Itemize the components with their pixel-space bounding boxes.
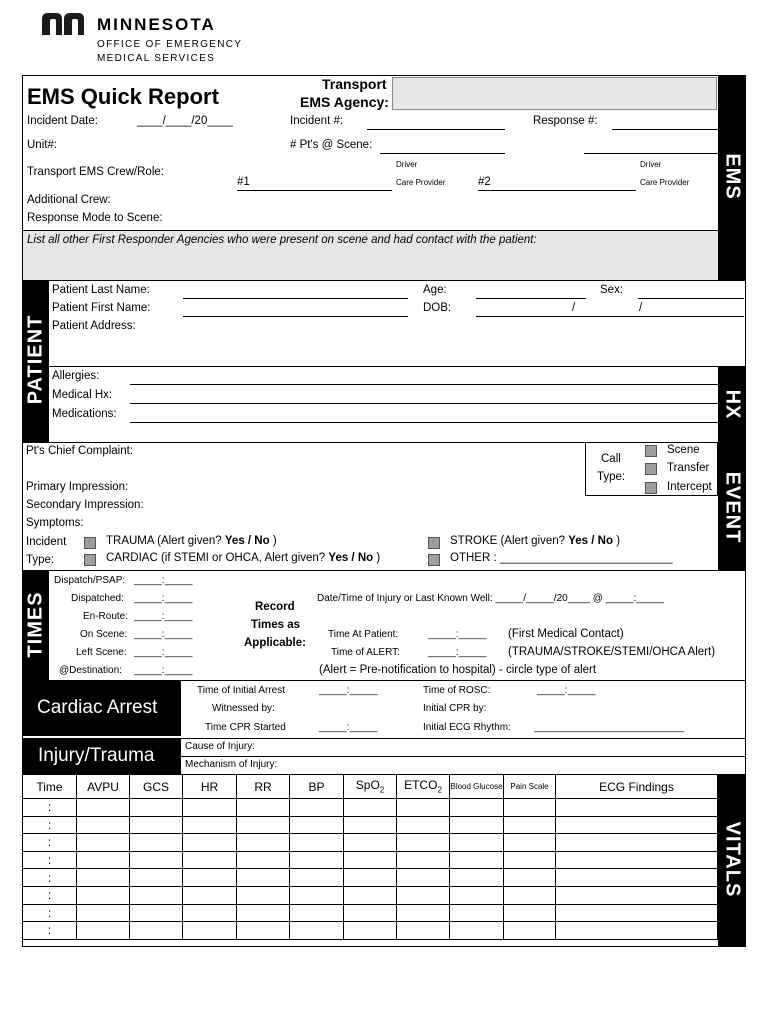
vitals-cell[interactable] xyxy=(450,886,504,904)
vitals-cell[interactable] xyxy=(77,904,130,922)
vitals-cell[interactable] xyxy=(504,799,556,817)
dob-field[interactable] xyxy=(476,316,744,317)
vitals-cell[interactable] xyxy=(397,851,450,869)
call-type-label-2: Type: xyxy=(597,471,626,483)
patient-side-label: PATIENT xyxy=(24,314,47,405)
incident-number-label: Incident #: xyxy=(290,115,344,127)
cause-of-injury-label: Cause of Injury: xyxy=(185,741,256,752)
vitals-row xyxy=(23,869,718,887)
left-scene-field[interactable]: _____:_____ xyxy=(134,647,193,658)
symptoms-label: Symptoms: xyxy=(26,517,84,529)
vitals-cell[interactable] xyxy=(450,904,504,922)
vitals-cell[interactable] xyxy=(556,904,718,922)
incident-type-label-2: Type: xyxy=(26,554,55,566)
age-label: Age: xyxy=(423,284,447,296)
dispatch-psap-label: Dispatch/PSAP: xyxy=(54,575,126,586)
alert-note: (Alert = Pre-notification to hospital) - circle type of alert xyxy=(319,664,597,676)
vitals-cell[interactable] xyxy=(290,851,344,869)
vitals-cell[interactable] xyxy=(77,869,130,887)
vitals-cell[interactable] xyxy=(183,922,237,940)
vitals-time-cell[interactable]: : xyxy=(23,834,77,852)
dob-slash-1: / xyxy=(572,302,576,314)
vitals-cell[interactable] xyxy=(397,904,450,922)
response-mode-label: Response Mode to Scene: xyxy=(27,212,163,224)
initial-ecg-label: Initial ECG Rhythm: xyxy=(423,722,511,733)
vitals-cell[interactable] xyxy=(237,904,290,922)
vitals-cell[interactable] xyxy=(290,816,344,834)
vitals-header-rr: RR xyxy=(237,775,290,799)
divider xyxy=(49,366,746,367)
vitals-time-cell[interactable]: : xyxy=(23,851,77,869)
allergies-field[interactable] xyxy=(130,384,718,385)
unit-label: Unit#: xyxy=(27,139,58,151)
vitals-cell[interactable] xyxy=(130,834,183,852)
vitals-time-cell[interactable]: : xyxy=(23,799,77,817)
vitals-row xyxy=(23,816,718,834)
other-checkbox[interactable] xyxy=(428,554,440,566)
vitals-cell[interactable] xyxy=(344,834,397,852)
vitals-cell[interactable] xyxy=(237,851,290,869)
vitals-cell[interactable] xyxy=(237,816,290,834)
vitals-row xyxy=(23,922,718,940)
vitals-cell[interactable] xyxy=(77,922,130,940)
vitals-cell[interactable] xyxy=(344,816,397,834)
left-scene-label: Left Scene: xyxy=(76,647,127,658)
cpr-started-label: Time CPR Started xyxy=(205,722,286,733)
crew-label: Transport EMS Crew/Role: xyxy=(27,166,164,178)
vitals-header-spo2: SpO$_2$ xyxy=(344,775,397,799)
vitals-cell[interactable] xyxy=(183,799,237,817)
destination-label: @Destination: xyxy=(59,665,122,676)
vitals-row xyxy=(23,886,718,904)
secondary-impression-label: Secondary Impression: xyxy=(26,499,144,511)
initial-arrest-field[interactable]: _____:_____ xyxy=(319,685,378,696)
crew1-field[interactable] xyxy=(237,190,392,191)
initial-arrest-label: Time of Initial Arrest xyxy=(197,685,285,696)
vitals-cell[interactable] xyxy=(344,799,397,817)
vitals-cell[interactable] xyxy=(77,816,130,834)
medications-field[interactable] xyxy=(130,422,718,423)
time-at-patient-label: Time At Patient: xyxy=(328,629,399,640)
vitals-time-cell[interactable]: : xyxy=(23,886,77,904)
address-label: Patient Address: xyxy=(52,320,136,332)
vitals-header-avpu: AVPU xyxy=(77,775,130,799)
vitals-cell[interactable] xyxy=(504,869,556,887)
vitals-cell[interactable] xyxy=(450,851,504,869)
crew2-label: #2 xyxy=(478,176,491,188)
ems-agency-field[interactable] xyxy=(392,77,717,110)
vitals-cell[interactable] xyxy=(344,869,397,887)
vitals-header-hr: HR xyxy=(183,775,237,799)
last-name-field[interactable] xyxy=(183,298,408,299)
vitals-row xyxy=(23,834,718,852)
divider xyxy=(22,570,746,571)
org-name: MINNESOTA xyxy=(97,15,216,34)
vitals-cell[interactable] xyxy=(556,922,718,940)
witnessed-label: Witnessed by: xyxy=(212,703,275,714)
vitals-cell[interactable] xyxy=(504,886,556,904)
on-scene-field[interactable]: _____:_____ xyxy=(134,629,193,640)
injury-trauma-title: Injury/Trauma xyxy=(38,745,155,766)
vitals-cell[interactable] xyxy=(344,904,397,922)
en-route-field[interactable]: _____:_____ xyxy=(134,611,193,622)
call-type-label-1: Call xyxy=(601,453,621,465)
vitals-cell[interactable] xyxy=(450,816,504,834)
cardiac-checkbox[interactable] xyxy=(84,554,96,566)
cardiac-option: CARDIAC (if STEMI or OHCA, Alert given? Yes / No ) xyxy=(106,552,381,564)
form-title: EMS Quick Report xyxy=(27,84,219,109)
vitals-cell[interactable] xyxy=(397,869,450,887)
vitals-cell[interactable] xyxy=(290,904,344,922)
stroke-option: STROKE (Alert given? Yes / No ) xyxy=(450,535,621,547)
vitals-cell[interactable] xyxy=(77,886,130,904)
first-responder-note: List all other First Responder Agencies who were present on scene and had contact with the patient: xyxy=(27,234,537,246)
vitals-cell[interactable] xyxy=(397,834,450,852)
injury-time-label[interactable]: Date/Time of Injury or Last Known Well: _____/_____/20____ @ _____:_____ xyxy=(317,593,665,604)
age-field[interactable] xyxy=(476,298,586,299)
minnesota-logo-icon xyxy=(42,13,86,35)
vitals-cell[interactable] xyxy=(77,834,130,852)
rosc-field[interactable]: _____:_____ xyxy=(537,685,596,696)
vitals-cell[interactable] xyxy=(397,886,450,904)
response-number-field[interactable] xyxy=(612,129,718,130)
vitals-cell[interactable] xyxy=(130,886,183,904)
vitals-time-cell[interactable]: : xyxy=(23,816,77,834)
vitals-cell[interactable] xyxy=(130,904,183,922)
vitals-row xyxy=(23,799,718,817)
incident-number-field[interactable] xyxy=(367,129,505,130)
vitals-cell[interactable] xyxy=(130,869,183,887)
vitals-cell[interactable] xyxy=(344,886,397,904)
record-times-label-3: Applicable: xyxy=(244,637,306,649)
vitals-cell[interactable] xyxy=(504,851,556,869)
vitals-header-ecg-findings: ECG Findings xyxy=(556,775,718,799)
call-type-scene-checkbox[interactable] xyxy=(645,445,657,457)
call-type-scene-label: Scene xyxy=(667,444,700,456)
ems-agency-label: EMS Agency: xyxy=(300,94,389,110)
org-subtitle-2: MEDICAL SERVICES xyxy=(97,53,216,64)
vitals-cell[interactable] xyxy=(504,834,556,852)
vitals-cell[interactable] xyxy=(344,851,397,869)
vitals-cell[interactable] xyxy=(183,851,237,869)
vitals-cell[interactable] xyxy=(556,799,718,817)
time-of-alert-field[interactable]: _____:_____ xyxy=(428,647,487,658)
vitals-cell[interactable] xyxy=(556,834,718,852)
ems-side-label: EMS xyxy=(721,153,744,200)
vitals-cell[interactable] xyxy=(397,816,450,834)
first-name-field[interactable] xyxy=(183,316,408,317)
additional-crew-label: Additional Crew: xyxy=(27,194,111,206)
time-of-alert-label: Time of ALERT: xyxy=(331,647,400,658)
vitals-header-blood-glucose: Blood Glucose xyxy=(450,775,504,799)
vitals-header-etco2: $ETCO_2$ xyxy=(397,775,450,799)
vitals-cell[interactable] xyxy=(77,799,130,817)
stroke-checkbox[interactable] xyxy=(428,537,440,549)
incident-date-label: Incident Date: xyxy=(27,115,98,127)
vitals-cell[interactable] xyxy=(397,799,450,817)
trauma-option: TRAUMA (Alert given? Yes / No ) xyxy=(106,535,277,547)
vitals-cell[interactable] xyxy=(450,869,504,887)
vitals-cell[interactable] xyxy=(183,869,237,887)
call-type-transfer-label: Transfer xyxy=(667,462,710,474)
vitals-cell[interactable] xyxy=(344,922,397,940)
vitals-cell[interactable] xyxy=(556,869,718,887)
vitals-cell[interactable] xyxy=(77,851,130,869)
primary-impression-label: Primary Impression: xyxy=(26,481,129,493)
last-name-label: Patient Last Name: xyxy=(52,284,150,296)
vitals-cell[interactable] xyxy=(130,799,183,817)
vitals-time-cell[interactable]: : xyxy=(23,922,77,940)
vitals-cell[interactable] xyxy=(237,922,290,940)
chief-complaint-label: Pt's Chief Complaint: xyxy=(26,445,134,457)
dispatched-field[interactable]: _____:_____ xyxy=(134,593,193,604)
trauma-checkbox[interactable] xyxy=(84,537,96,549)
vitals-cell[interactable] xyxy=(237,886,290,904)
medications-label: Medications: xyxy=(52,408,117,420)
transport-label: Transport xyxy=(322,76,387,92)
vitals-row xyxy=(23,904,718,922)
unit-field[interactable] xyxy=(584,153,718,154)
incident-type-label-1: Incident xyxy=(26,536,67,548)
vitals-header-gcs: GCS xyxy=(130,775,183,799)
vitals-cell[interactable] xyxy=(450,922,504,940)
vitals-cell[interactable] xyxy=(183,886,237,904)
vitals-cell[interactable] xyxy=(130,922,183,940)
vitals-cell[interactable] xyxy=(504,816,556,834)
crew1-care-provider-label: Care Provider xyxy=(396,178,446,187)
vitals-cell[interactable] xyxy=(237,869,290,887)
time-of-alert-note: (TRAUMA/STROKE/STEMI/OHCA Alert) xyxy=(508,646,716,658)
medical-hx-label: Medical Hx: xyxy=(52,389,113,401)
vitals-cell[interactable] xyxy=(504,922,556,940)
vitals-side-label: VITALS xyxy=(721,821,744,898)
allergies-label: Allergies: xyxy=(52,370,100,382)
vitals-cell[interactable] xyxy=(130,851,183,869)
divider xyxy=(22,280,746,281)
vitals-cell[interactable] xyxy=(556,886,718,904)
call-type-intercept-checkbox[interactable] xyxy=(645,482,657,494)
call-type-intercept-label: Intercept xyxy=(667,481,712,493)
org-subtitle-1: OFFICE OF EMERGENCY xyxy=(97,39,243,50)
sex-label: Sex: xyxy=(600,284,624,296)
other-option[interactable]: OTHER : ___________________________ xyxy=(450,552,673,564)
cpr-started-field[interactable]: _____:_____ xyxy=(319,722,378,733)
record-times-label-2: Times as xyxy=(251,619,301,631)
vitals-cell[interactable] xyxy=(450,799,504,817)
vitals-row xyxy=(23,851,718,869)
first-name-label: Patient First Name: xyxy=(52,302,151,314)
dob-slash-2: / xyxy=(639,302,643,314)
on-scene-label: On Scene: xyxy=(80,629,128,640)
medical-hx-field[interactable] xyxy=(130,403,718,404)
hx-side-label: HX xyxy=(721,389,744,420)
en-route-label: En-Route: xyxy=(83,611,129,622)
vitals-cell[interactable] xyxy=(183,834,237,852)
dispatch-psap-field[interactable]: _____:_____ xyxy=(134,575,193,586)
vitals-cell[interactable] xyxy=(237,799,290,817)
crew2-care-provider-label: Care Provider xyxy=(640,178,690,187)
vitals-cell[interactable] xyxy=(290,799,344,817)
event-side-label: EVENT xyxy=(721,471,744,544)
sex-field[interactable] xyxy=(638,298,744,299)
destination-field[interactable]: _____:_____ xyxy=(134,665,193,676)
vitals-cell[interactable] xyxy=(183,816,237,834)
times-side-label: TIMES xyxy=(24,591,47,658)
divider xyxy=(181,756,746,757)
initial-cpr-label: Initial CPR by: xyxy=(423,703,487,714)
crew1-driver-label: Driver xyxy=(396,160,418,169)
vitals-cell[interactable] xyxy=(397,922,450,940)
vitals-time-cell[interactable]: : xyxy=(23,904,77,922)
crew1-label: #1 xyxy=(237,176,250,188)
vitals-cell[interactable] xyxy=(290,834,344,852)
crew2-driver-label: Driver xyxy=(640,160,662,169)
initial-ecg-field[interactable]: ___________________________ xyxy=(534,722,685,733)
vitals-header-bp: BP xyxy=(290,775,344,799)
vitals-header-pain-scale: Pain Scale xyxy=(504,775,556,799)
vitals-cell[interactable] xyxy=(290,886,344,904)
cardiac-arrest-title: Cardiac Arrest xyxy=(37,697,158,718)
time-at-patient-field[interactable]: _____:_____ xyxy=(428,629,487,640)
rosc-label: Time of ROSC: xyxy=(423,685,491,696)
vitals-table xyxy=(22,774,718,940)
vitals-cell[interactable] xyxy=(130,816,183,834)
vitals-cell[interactable] xyxy=(183,904,237,922)
record-times-label-1: Record xyxy=(255,601,295,613)
dob-label: DOB: xyxy=(423,302,452,314)
vitals-cell[interactable] xyxy=(237,834,290,852)
vitals-header-time: Time xyxy=(23,775,77,799)
pts-at-scene-field[interactable] xyxy=(380,153,505,154)
call-type-transfer-checkbox[interactable] xyxy=(645,463,657,475)
vitals-cell[interactable] xyxy=(556,851,718,869)
vitals-cell[interactable] xyxy=(290,869,344,887)
vitals-cell[interactable] xyxy=(450,834,504,852)
vitals-cell[interactable] xyxy=(290,922,344,940)
time-at-patient-note: (First Medical Contact) xyxy=(508,628,624,640)
crew2-field[interactable] xyxy=(478,190,636,191)
response-number-label: Response #: xyxy=(533,115,598,127)
vitals-cell[interactable] xyxy=(556,816,718,834)
dispatched-label: Dispatched: xyxy=(71,593,124,604)
vitals-time-cell[interactable]: : xyxy=(23,869,77,887)
incident-date-field[interactable]: ____/____/20____ xyxy=(137,115,233,127)
mechanism-of-injury-label: Mechanism of Injury: xyxy=(185,759,278,770)
pts-at-scene-label: # Pt's @ Scene: xyxy=(290,139,373,151)
vitals-cell[interactable] xyxy=(504,904,556,922)
